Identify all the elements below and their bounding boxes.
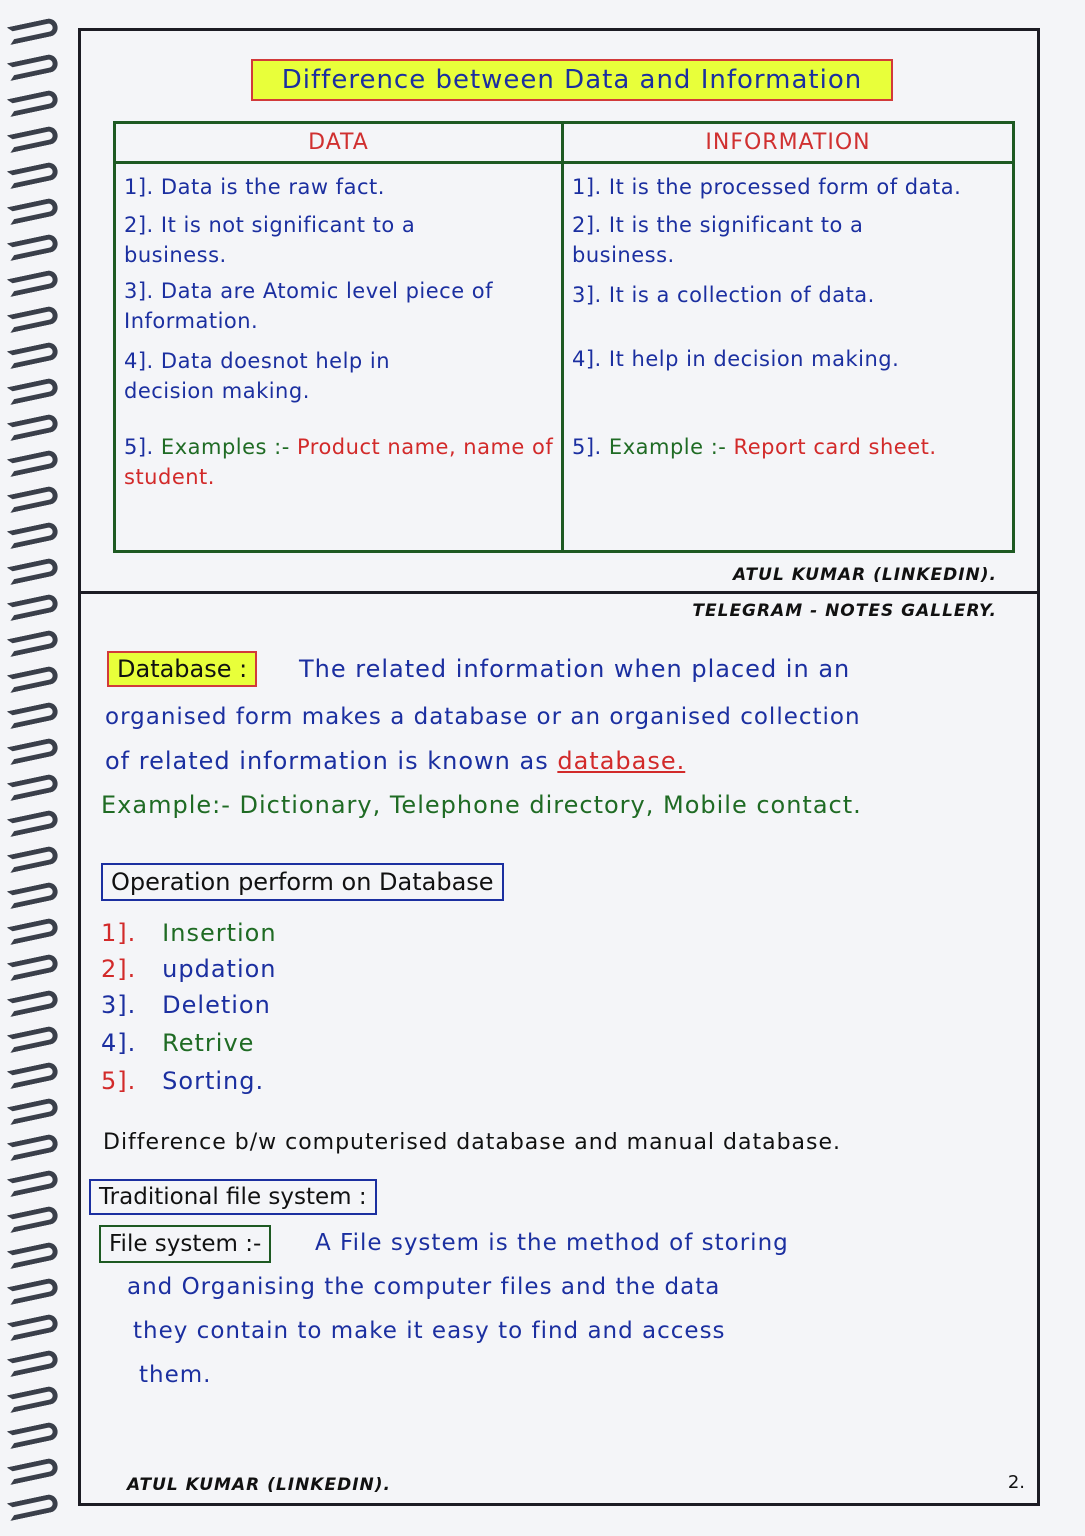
page-number: 2.: [1007, 1472, 1025, 1493]
spiral-ring: [7, 773, 60, 801]
operation-item-2: 2]. updation: [101, 955, 277, 983]
spiral-ring: [7, 17, 60, 45]
spiral-ring: [7, 629, 60, 657]
spiral-ring: [7, 1349, 60, 1377]
spiral-ring: [7, 881, 60, 909]
file-system-text-4: them.: [139, 1362, 212, 1388]
spiral-ring: [7, 953, 60, 981]
spiral-ring: [7, 1457, 60, 1485]
spiral-ring: [7, 737, 60, 765]
database-example: Example:- Dictionary, Telephone directory, Mobile contact.: [101, 791, 862, 819]
spiral-ring: [7, 1097, 60, 1125]
data-row-1: 1]. Data is the raw fact.: [124, 175, 385, 199]
spiral-ring: [7, 449, 60, 477]
spiral-ring: [7, 89, 60, 117]
spiral-ring: [7, 593, 60, 621]
spiral-ring: [7, 665, 60, 693]
information-column: [564, 124, 1012, 550]
spiral-ring: [7, 413, 60, 441]
spiral-ring: [7, 1385, 60, 1413]
info-row-3: 3]. It is a collection of data.: [572, 283, 875, 307]
spiral-ring: [7, 53, 60, 81]
spiral-ring: [7, 1133, 60, 1161]
file-system-text-1: A File system is the method of storing: [315, 1230, 789, 1256]
database-text-3: of related information is known as database.: [105, 747, 686, 775]
spiral-ring: [7, 557, 60, 585]
data-row-2: 2]. It is not significant to a business.: [124, 213, 416, 267]
section-divider: [81, 591, 1037, 594]
data-column: [116, 124, 564, 550]
spiral-ring: [7, 485, 60, 513]
operation-item-5: 5]. Sorting.: [101, 1067, 265, 1095]
database-keyword: database.: [557, 747, 686, 775]
spiral-ring: [7, 1241, 60, 1269]
spiral-ring: [7, 701, 60, 729]
spiral-ring: [7, 1025, 60, 1053]
credit-telegram: TELEGRAM - NOTES GALLERY.: [692, 601, 997, 621]
credit-linkedin-bottom: ATUL KUMAR (LINKEDIN).: [127, 1475, 391, 1495]
database-text-2: organised form makes a database or an organised collection: [105, 704, 861, 730]
spiral-binding: [0, 0, 70, 1536]
file-system-heading: File system :-: [99, 1225, 271, 1263]
spiral-ring: [7, 1205, 60, 1233]
data-row-4: 4]. Data doesnot help in decision making.: [124, 349, 391, 403]
data-row-5: 5]. Examples :- Product name, name of student.: [124, 435, 554, 489]
operations-heading: Operation perform on Database: [101, 863, 504, 901]
spiral-ring: [7, 197, 60, 225]
spiral-ring: [7, 1277, 60, 1305]
spiral-ring: [7, 377, 60, 405]
spiral-ring: [7, 125, 60, 153]
difference-line: Difference b/w computerised database and manual database.: [103, 1130, 842, 1155]
spiral-ring: [7, 1061, 60, 1089]
operation-item-3: 3]. Deletion: [101, 991, 271, 1019]
info-row-4: 4]. It help in decision making.: [572, 347, 900, 371]
traditional-heading: Traditional file system :: [89, 1179, 377, 1215]
operation-item-1: 1]. Insertion: [101, 919, 277, 947]
info-row-1: 1]. It is the processed form of data.: [572, 175, 962, 199]
spiral-ring: [7, 161, 60, 189]
data-row-3: 3]. Data are Atomic level piece of Information.: [124, 279, 494, 333]
file-system-text-3: they contain to make it easy to find and access: [133, 1318, 726, 1344]
operation-item-4: 4]. Retrive: [101, 1029, 255, 1057]
file-system-text-2: and Organising the computer files and the data: [127, 1274, 721, 1300]
spiral-ring: [7, 809, 60, 837]
spiral-ring: [7, 305, 60, 333]
spiral-ring: [7, 989, 60, 1017]
page-title: Difference between Data and Information: [251, 59, 893, 101]
info-row-2: 2]. It is the significant to a business.: [572, 213, 864, 267]
credit-linkedin-top: ATUL KUMAR (LINKEDIN).: [733, 565, 997, 585]
spiral-ring: [7, 233, 60, 261]
spiral-ring: [7, 1493, 60, 1521]
info-row-5: 5]. Example :- Report card sheet.: [572, 435, 937, 459]
spiral-ring: [7, 341, 60, 369]
spiral-ring: [7, 269, 60, 297]
spiral-ring: [7, 1169, 60, 1197]
database-text-1: The related information when placed in an: [299, 655, 851, 683]
spiral-ring: [7, 845, 60, 873]
notebook-page: [78, 28, 1040, 1506]
information-column-header: INFORMATION: [564, 124, 1012, 164]
comparison-table: [113, 121, 1015, 553]
database-heading: Database :: [107, 651, 257, 687]
spiral-ring: [7, 917, 60, 945]
spiral-ring: [7, 521, 60, 549]
spiral-ring: [7, 1421, 60, 1449]
data-column-header: DATA: [116, 124, 561, 164]
spiral-ring: [7, 1313, 60, 1341]
